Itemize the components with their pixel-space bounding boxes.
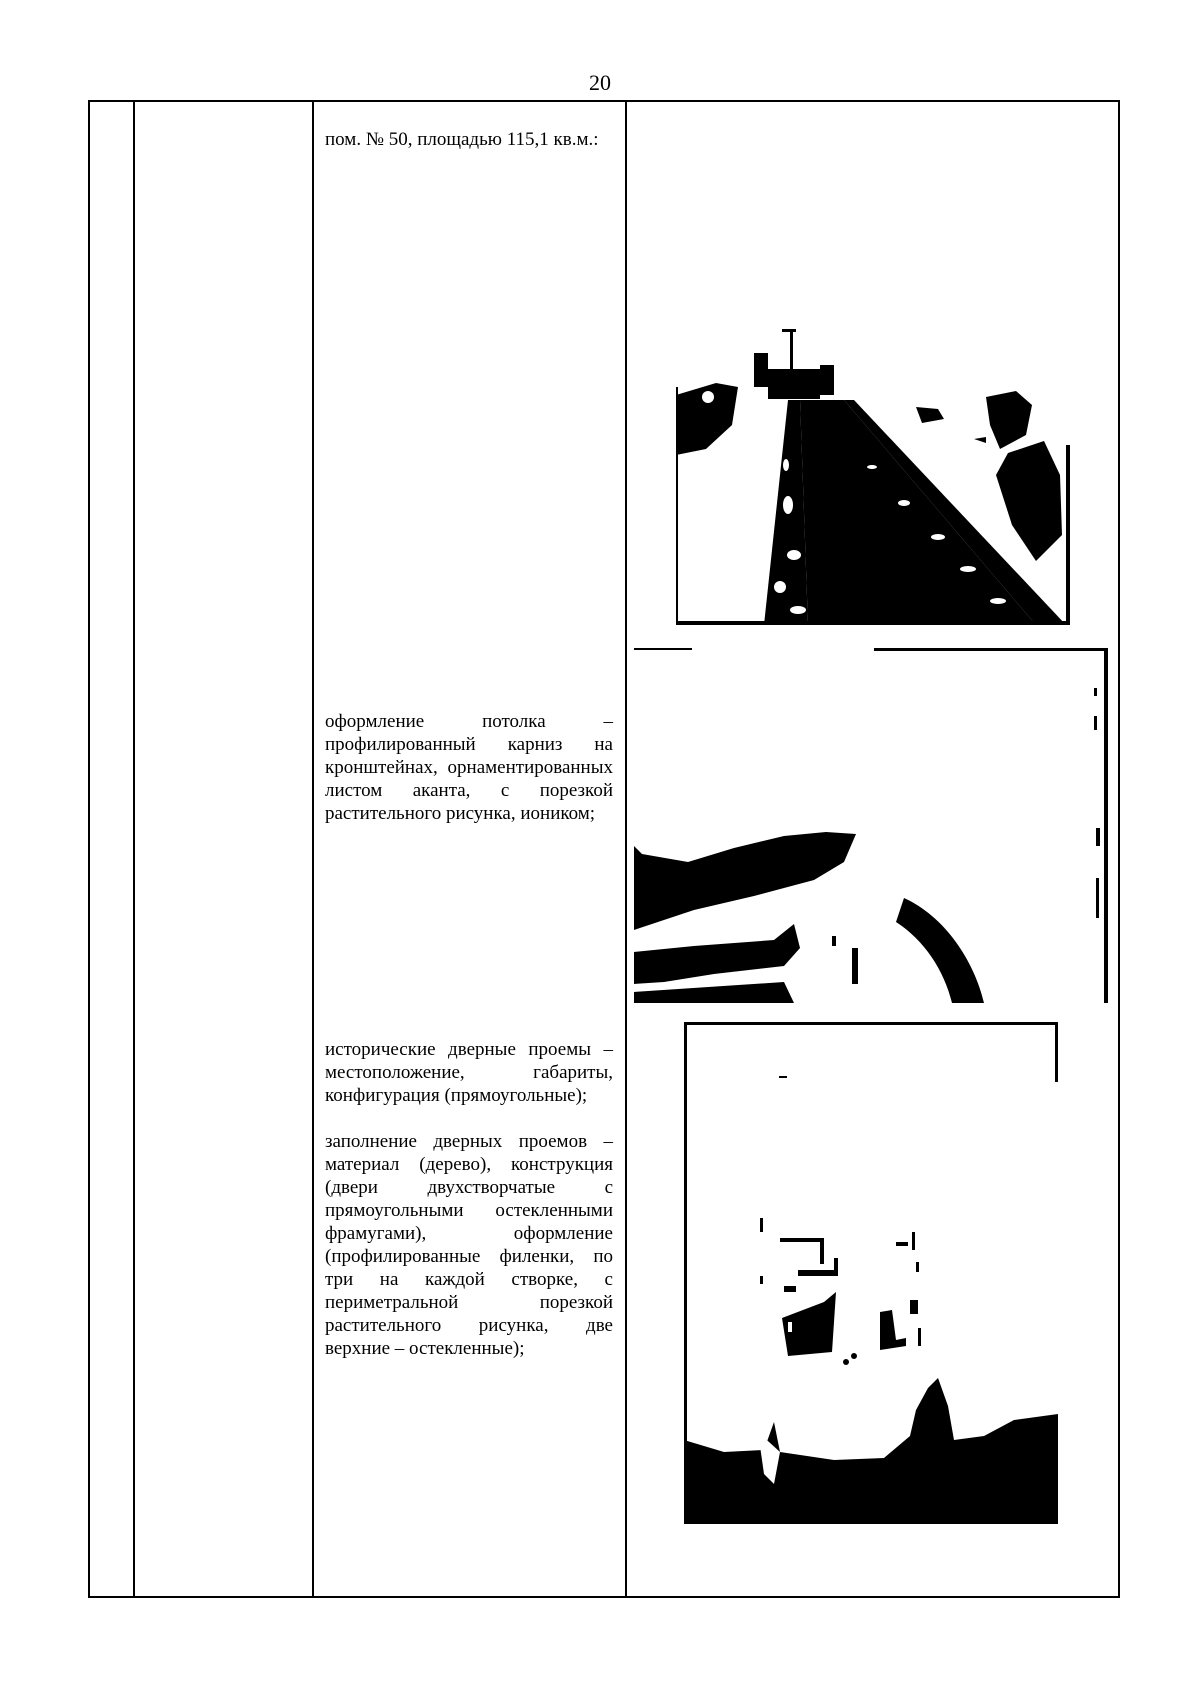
page-number: 20	[589, 70, 611, 95]
doorways-text: исторические дверные проемы – местоположение, габариты, конфигурация (прямоугольные);	[325, 1039, 613, 1106]
photo-cornice-arch-image	[634, 648, 1108, 1003]
door-fill-description	[325, 1130, 613, 1360]
column-divider-3	[625, 100, 627, 1598]
photo-double-door	[684, 1022, 1058, 1524]
ceiling-description	[325, 710, 613, 825]
doorways-description	[325, 1038, 613, 1107]
photo-cornice-corridor	[676, 325, 1070, 625]
column-divider-2	[312, 100, 314, 1598]
ceiling-text: оформление потолка – профилированный карниз на кронштейнах, орнаментированных листом аканта, с порезкой растительного рисунка, иоником;	[325, 711, 613, 824]
column-divider-1	[133, 100, 135, 1598]
photo-cornice-corridor-image	[676, 325, 1070, 625]
door-fill-text: заполнение дверных проемов – материал (дерево), конструкция (двери двухстворчатые с прямоугольными остекленными фрамугами), оформление (профилированные филенки, по три на каждой створке, с периметральной порезкой растительного рисунка, две верхние – остекленные);	[325, 1131, 613, 1359]
room-heading: пом. № 50, площадью 115,1 кв.м.:	[325, 129, 599, 150]
photo-double-door-image	[684, 1022, 1058, 1524]
photo-cornice-arch	[634, 648, 1108, 1003]
